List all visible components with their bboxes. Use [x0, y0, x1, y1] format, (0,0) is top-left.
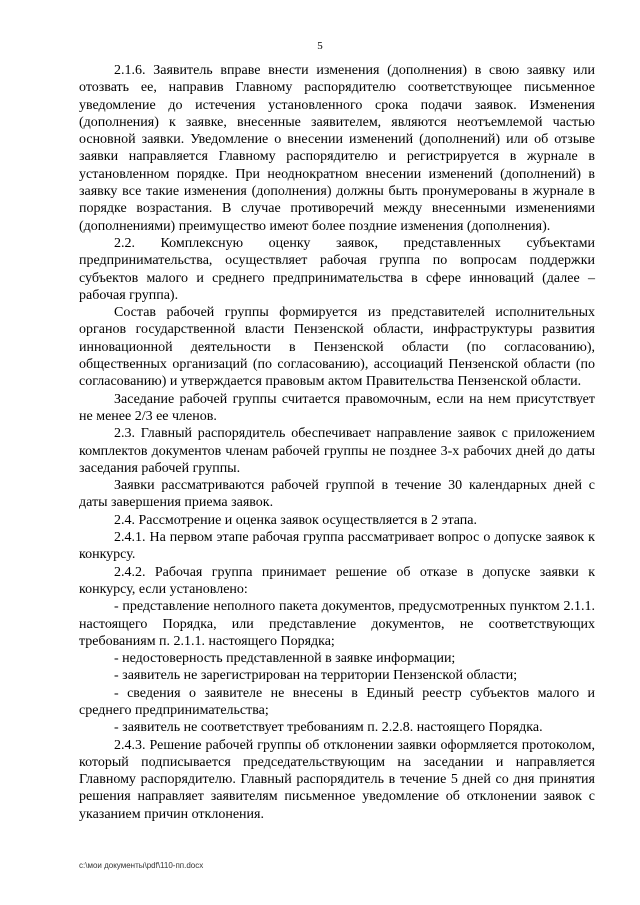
list-item-requirements-2-2-8: - заявитель не соответствует требованиям п. 2.2.8. настоящего Порядка. — [114, 720, 543, 736]
list-item-not-in-registry: - сведения о заявителе не внесены в Единый реестр субъектов малого и среднего предпринимательства; — [79, 685, 595, 718]
paragraph-2-4-2: 2.4.2. Рабочая группа принимает решение об отказе в допуске заявки к конкурсу, если установлено: — [79, 564, 595, 597]
document-body — [79, 62, 595, 823]
paragraph-2-3: 2.3. Главный распорядитель обеспечивает направление заявок с приложением комплектов документов членам рабочей группы не позднее 3-х рабочих дней до даты заседания рабочей группы. — [79, 426, 595, 476]
paragraph-2-2: 2.2. Комплексную оценку заявок, представленных субъектами предпринимательства, осуществляет рабочая группа по вопросам поддержки субъектов малого и среднего предпринимательства в сфере инноваций (далее – рабочая группа). — [79, 235, 595, 303]
paragraph-2-4-1: 2.4.1. На первом этапе рабочая группа рассматривает вопрос о допуске заявок к конкурсу. — [79, 530, 595, 563]
page-number: 5 — [317, 40, 323, 52]
paragraph-quorum: Заседание рабочей группы считается правомочным, если на нем присутствует не менее 2/3 ее членов. — [79, 391, 595, 424]
list-item-not-registered: - заявитель не зарегистрирован на территории Пензенской области; — [114, 668, 518, 684]
list-item-false-info: - недостоверность представленной в заявке информации; — [114, 651, 456, 667]
paragraph-review-period: Заявки рассматриваются рабочей группой в течение 30 календарных дней с даты завершения приема заявок. — [79, 478, 595, 511]
paragraph-2-1-6: 2.1.6. Заявитель вправе внести изменения (дополнения) в свою заявку или отозвать ее, направив Главному распорядителю соответствующее письменное уведомление до истечения установленного срока подачи заявок. Изменения (дополнения) к заявке, внесенные заявителем, являются неотъемлемой частью основной заявки. Уведомление о внесении изменений (дополнений) или об отзыве заявки направляется Главному распорядителю и регистрируется в журнале в установленном порядке. При неоднократном внесении изменений (дополнений) в заявку все такие изменения (дополнения) должны быть пронумерованы в журнале в порядке возрастания. В случае противоречий между внесенными изменениями (дополнениями) преимущество имеют более поздние изменения (дополнения). — [79, 63, 595, 234]
paragraph-2-4-3: 2.4.3. Решение рабочей группы об отклонении заявки оформляется протоколом, который подписывается председательствующим на заседании и направляется Главному распорядителю. Главный распорядитель в течение 5 дней со дня принятия решения направляет заявителям письменное уведомление об отклонении заявок с указанием причин отклонения. — [79, 737, 595, 822]
paragraph-working-group-composition: Состав рабочей группы формируется из представителей исполнительных органов государственной власти Пензенской области, инфраструктуры развития инновационной деятельности в Пензенской области (по согласованию), общественных организаций (по согласованию), ассоциаций Пензенской области (по согласованию) и утверждается правовым актом Правительства Пензенской области. — [79, 305, 595, 390]
footer-file-path: c:\мои документы\pdf\110-пп.docx — [79, 861, 204, 870]
list-item-incomplete-package: - представление неполного пакета документов, предусмотренных пунктом 2.1.1. настоящего Порядка, или представление документов, не соответствующих требованиям п. 2.1.1. настоящего Порядка; — [79, 599, 595, 649]
paragraph-2-4: 2.4. Рассмотрение и оценка заявок осуществляется в 2 этапа. — [114, 512, 478, 528]
